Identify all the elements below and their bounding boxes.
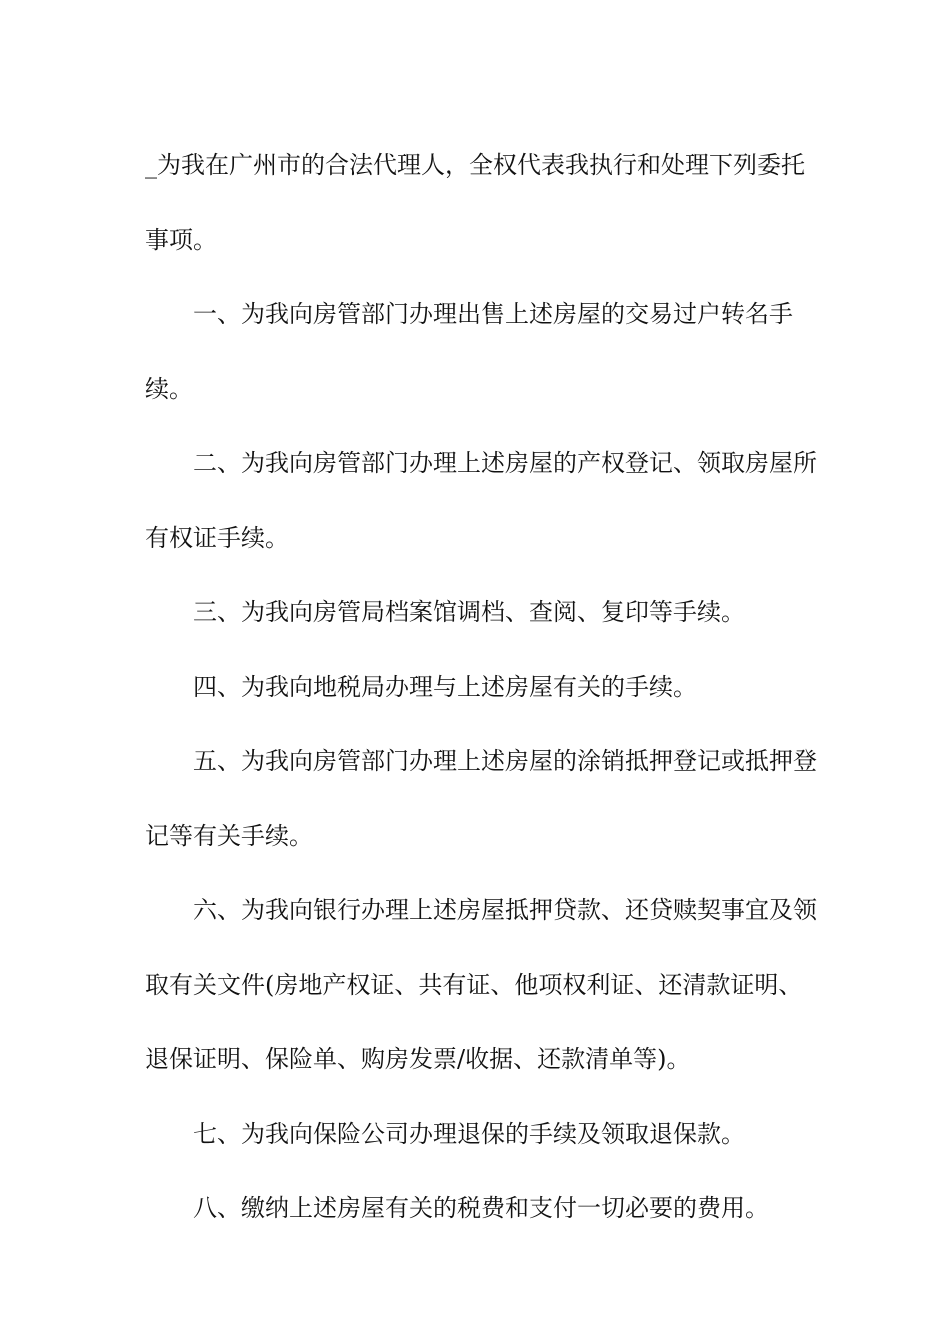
document-body <box>145 128 825 1246</box>
paragraph-item-8: 八、缴纳上述房屋有关的税费和支付一切必要的费用。 <box>193 1194 769 1222</box>
paragraph-item-3: 三、为我向房管局档案馆调档、查阅、复印等手续。 <box>193 598 745 626</box>
paragraph-item-6: 六、为我向银行办理上述房屋抵押贷款、还贷赎契事宜及领取有关文件(房地产权证、共有证、他项权利证、还清款证明、退保证明、保险单、购房发票/收据、还款清单等)。 <box>145 896 817 1073</box>
paragraph-item-2: 二、为我向房管部门办理上述房屋的产权登记、领取房屋所有权证手续。 <box>145 449 817 552</box>
paragraph-item-1: 一、为我向房管部门办理出售上述房屋的交易过户转名手续。 <box>145 300 793 403</box>
paragraph-agent-appointment: _为我在广州市的合法代理人，全权代表我执行和处理下列委托事项。 <box>145 151 805 254</box>
paragraph-item-5: 五、为我向房管部门办理上述房屋的涂销抵押登记或抵押登记等有关手续。 <box>145 747 817 850</box>
paragraph-item-4: 四、为我向地税局办理与上述房屋有关的手续。 <box>193 672 697 701</box>
paragraph-item-7: 七、为我向保险公司办理退保的手续及领取退保款。 <box>193 1119 745 1148</box>
